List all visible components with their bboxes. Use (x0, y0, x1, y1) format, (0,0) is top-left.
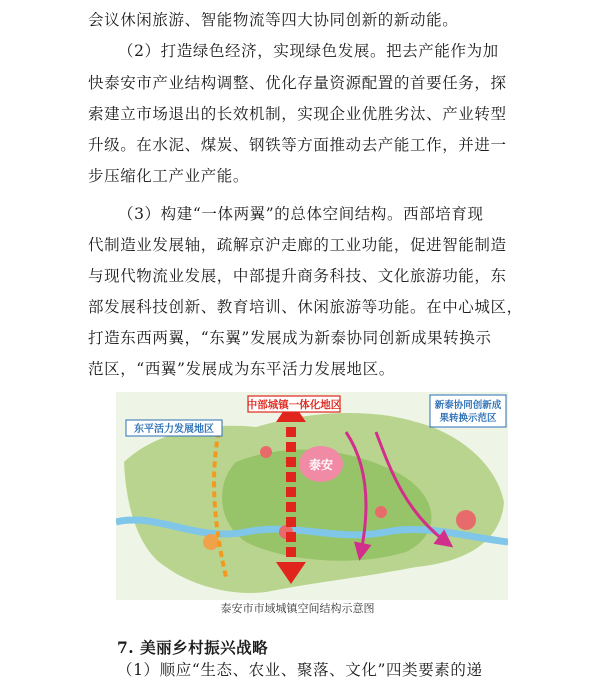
west-region-label: 东平活力发展地区 (134, 424, 214, 435)
text-line: 部发展科技创新、教育培训、休闲旅游等功能。在中心城区， (88, 298, 523, 316)
text-line: 与现代物流业发展，中部提升商务科技、文化旅游功能，东 (88, 267, 507, 285)
city-label: 泰安 (308, 458, 334, 472)
text-line: 会议休闲旅游、智能物流等四大协同创新的新动能。 (88, 11, 459, 29)
text-line: （1）顺应“生态、农业、聚落、文化”四类要素的递 (117, 661, 483, 679)
text-line: 快泰安市产业结构调整、优化存量资源配置的首要任务，探 (88, 74, 507, 92)
spatial-structure-map (116, 392, 508, 600)
text-line: 升级。在水泥、煤炭、钢铁等方面推动去产能工作，并进一 (88, 136, 507, 154)
text-line: 代制造业发展轴，疏解京沪走廊的工业功能，促进智能制造 (88, 236, 507, 254)
text-line: 范区，“西翼”发展成为东平活力发展地区。 (88, 360, 395, 378)
map-illustration (116, 392, 508, 600)
east-region-label-line1: 新泰协同创新成 (434, 400, 502, 411)
text-line: （2）打造绿色经济，实现绿色发展。把去产能作为加 (118, 42, 499, 60)
section-heading: 7. 美丽乡村振兴战略 (117, 638, 269, 657)
east-town (456, 510, 476, 530)
east-region-label-line2: 果转换示范区 (439, 413, 497, 424)
figure-caption: 泰安市市域城镇空间结构示意图 (220, 602, 375, 615)
town-marker (260, 446, 272, 458)
town-marker (375, 506, 387, 518)
center-region-label: 中部城镇一体化地区 (246, 399, 342, 411)
text-line: （3）构建“一体两翼”的总体空间结构。西部培育现 (118, 205, 484, 223)
text-line: 步压缩化工产业产能。 (88, 167, 250, 185)
text-line: 索建立市场退出的长效机制，实现企业优胜劣汰、产业转型 (88, 105, 507, 123)
text-line: 打造东西两翼，“东翼”发展成为新泰协同创新成果转换示 (88, 329, 492, 347)
